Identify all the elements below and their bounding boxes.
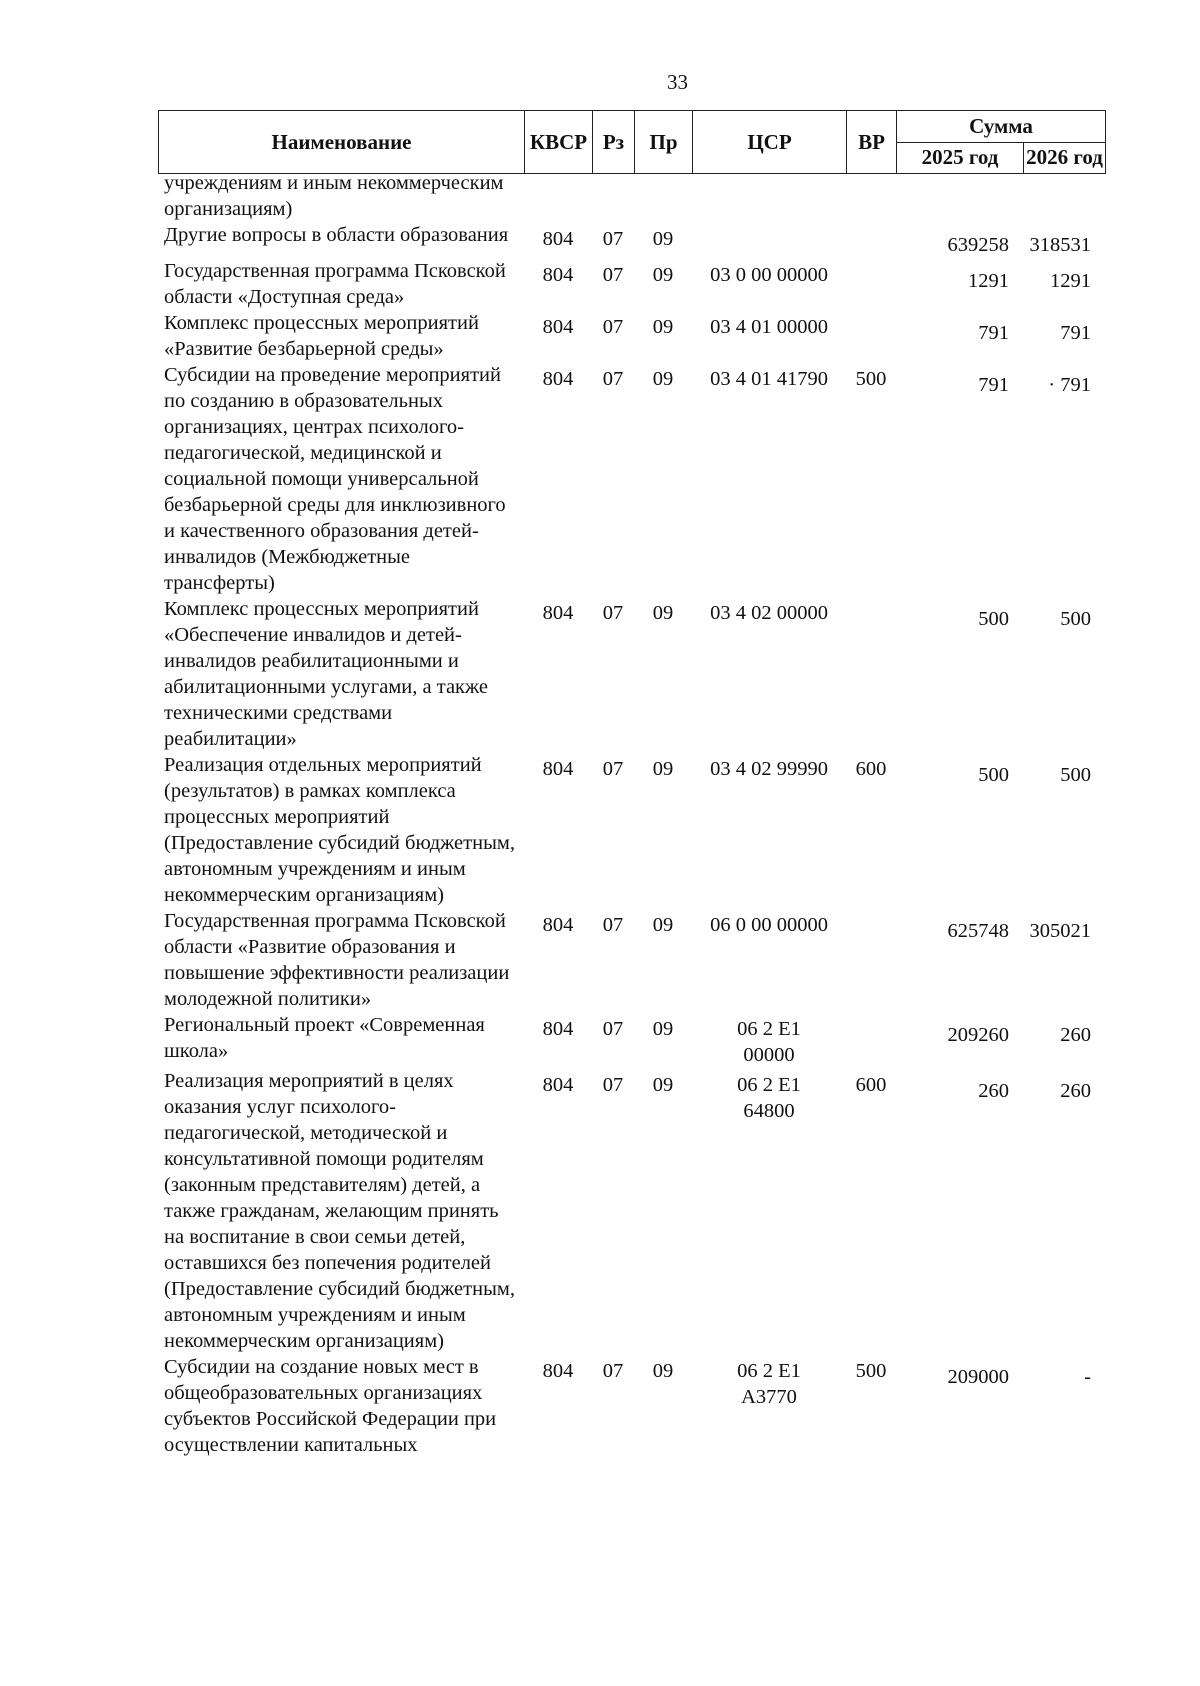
empty-cell xyxy=(592,170,634,222)
row-name: Субсидии на создание новых мест в общеобразовательных организациях субъектов Российской Федерации при осуществлении капитальных xyxy=(164,1356,497,1456)
table-row xyxy=(158,310,1105,362)
row-csr: 03 4 02 00000 xyxy=(710,602,828,624)
row-pr: 09 xyxy=(652,368,674,390)
row-vr: 500 xyxy=(855,1360,887,1382)
row-csr: 06 2 E1 00000 xyxy=(737,1018,801,1066)
header-kvsr: КВСР xyxy=(525,111,593,174)
row-vr xyxy=(846,222,896,258)
row-kvsr: 804 xyxy=(542,1074,574,1096)
row-vr xyxy=(846,1012,896,1068)
empty-cell xyxy=(692,170,846,222)
row-pr: 09 xyxy=(652,228,674,250)
row-amount-2025: 260 xyxy=(978,1080,1009,1102)
row-rz: 07 xyxy=(602,1360,624,1382)
header-sum: Сумма xyxy=(897,111,1106,143)
row-name: Региональный проект «Современная школа» xyxy=(164,1014,485,1062)
continuation-text: учреждениям и иным некоммерческим организациям) xyxy=(164,172,504,220)
row-kvsr: 804 xyxy=(542,1360,574,1382)
row-amount-2025: 209260 xyxy=(947,1024,1009,1046)
row-rz: 07 xyxy=(602,228,624,250)
row-amount-2026: · 791 xyxy=(1048,374,1091,396)
empty-cell xyxy=(634,170,692,222)
row-vr xyxy=(846,596,896,752)
row-amount-2026: 260 xyxy=(1060,1024,1091,1046)
row-rz: 07 xyxy=(602,316,624,338)
row-csr: 03 0 00 00000 xyxy=(710,264,828,286)
row-name: Государственная программа Псковской области «Доступная среда» xyxy=(164,260,506,308)
row-csr: 03 4 01 41790 xyxy=(710,368,828,390)
row-amount-2026: 260 xyxy=(1060,1080,1091,1102)
row-amount-2026: - xyxy=(1084,1366,1091,1388)
empty-cell xyxy=(846,170,896,222)
row-csr: 03 4 01 00000 xyxy=(710,316,828,338)
row-rz: 07 xyxy=(602,1018,624,1040)
row-vr xyxy=(846,908,896,1012)
row-name: Комплекс процессных мероприятий «Обеспечение инвалидов и детей-инвалидов реабилитационными и абилитационными услугами, а также техническими средствами реабилитации» xyxy=(164,598,488,750)
row-pr: 09 xyxy=(652,1360,674,1382)
row-pr: 09 xyxy=(652,1074,674,1096)
table-row xyxy=(158,362,1105,596)
row-rz: 07 xyxy=(602,758,624,780)
row-csr xyxy=(692,222,846,258)
row-vr: 600 xyxy=(855,758,887,780)
header-name: Наименование xyxy=(159,111,525,174)
row-csr: 06 2 E1 64800 xyxy=(737,1074,801,1122)
row-pr: 09 xyxy=(652,602,674,624)
row-vr: 600 xyxy=(855,1074,887,1096)
table-row xyxy=(158,1068,1105,1354)
row-csr: 06 2 E1 А3770 xyxy=(737,1360,801,1408)
row-rz: 07 xyxy=(602,602,624,624)
header-year-2025: 2025 год xyxy=(897,142,1024,174)
row-vr xyxy=(846,258,896,310)
row-csr: 06 0 00 00000 xyxy=(710,914,828,936)
row-amount-2025: 791 xyxy=(978,374,1009,396)
row-kvsr: 804 xyxy=(542,758,574,780)
row-amount-2025: 625748 xyxy=(947,920,1009,942)
row-amount-2025: 791 xyxy=(978,322,1009,344)
row-kvsr: 804 xyxy=(542,368,574,390)
row-kvsr: 804 xyxy=(542,264,574,286)
row-name: Государственная программа Псковской области «Развитие образования и повышение эффективности реализации молодежной политики» xyxy=(164,910,510,1010)
row-amount-2026: 305021 xyxy=(1029,920,1091,942)
row-kvsr: 804 xyxy=(542,1018,574,1040)
row-amount-2025: 500 xyxy=(978,764,1009,786)
row-kvsr: 804 xyxy=(542,316,574,338)
table-row xyxy=(158,1012,1105,1068)
table-row xyxy=(158,1354,1105,1458)
row-amount-2026: 500 xyxy=(1060,764,1091,786)
row-pr: 09 xyxy=(652,758,674,780)
row-pr: 09 xyxy=(652,914,674,936)
row-pr: 09 xyxy=(652,316,674,338)
empty-cell xyxy=(896,170,1023,222)
row-rz: 07 xyxy=(602,914,624,936)
row-name: Субсидии на проведение мероприятий по созданию в образовательных организациях, центрах психолого-педагогической, медицинской и социальной помощи универсальной безбарьерной среды для инклюзивного и качественного образования детей-инвалидов (Межбюджетные трансферты) xyxy=(164,364,506,594)
header-year-2026: 2026 год xyxy=(1024,142,1106,174)
row-pr: 09 xyxy=(652,1018,674,1040)
header-vr: ВР xyxy=(847,111,897,174)
table-row xyxy=(158,752,1105,908)
row-amount-2025: 209000 xyxy=(947,1366,1009,1388)
row-csr: 03 4 02 99990 xyxy=(710,758,828,780)
row-kvsr: 804 xyxy=(542,228,574,250)
row-kvsr: 804 xyxy=(542,602,574,624)
table-row xyxy=(158,258,1105,310)
row-amount-2025: 639258 xyxy=(947,234,1009,256)
row-name: Комплекс процессных мероприятий «Развитие безбарьерной среды» xyxy=(164,312,479,360)
row-vr: 500 xyxy=(855,368,887,390)
row-amount-2026: 318531 xyxy=(1029,234,1091,256)
row-name: Реализация отдельных мероприятий (результатов) в рамках комплекса процессных мероприятий (Предоставление субсидий бюджетным, автономным учреждениям и иным некоммерческим организациям) xyxy=(164,754,515,906)
row-kvsr: 804 xyxy=(542,914,574,936)
empty-cell xyxy=(1023,170,1105,222)
row-amount-2026: 1291 xyxy=(1050,270,1091,292)
row-amount-2026: 500 xyxy=(1060,608,1091,630)
table-row xyxy=(158,908,1105,1012)
table-header xyxy=(158,110,1106,174)
header-pr: Пр xyxy=(635,111,693,174)
page-number: 33 xyxy=(667,70,688,94)
header-csr: ЦСР xyxy=(693,111,847,174)
row-vr xyxy=(846,310,896,362)
budget-table xyxy=(158,170,1105,1458)
empty-cell xyxy=(524,170,592,222)
row-pr: 09 xyxy=(652,264,674,286)
row-name: Другие вопросы в области образования xyxy=(164,224,509,246)
row-amount-2026: 791 xyxy=(1060,322,1091,344)
header-rz: Рз xyxy=(593,111,635,174)
row-rz: 07 xyxy=(602,264,624,286)
row-rz: 07 xyxy=(602,1074,624,1096)
table-row xyxy=(158,596,1105,752)
continuation-row xyxy=(158,170,1105,222)
table-row xyxy=(158,222,1105,258)
row-rz: 07 xyxy=(602,368,624,390)
row-name: Реализация мероприятий в целях оказания услуг психолого-педагогической, методической и консультативной помощи родителям (законным представителям) детей, а также гражданам, желающим принять на воспитание в свои семьи детей, оставшихся без попечения родителей (Предоставление субсидий бюджетным, автономным учреждениям и иным некоммерческим организациям) xyxy=(164,1070,515,1352)
row-amount-2025: 1291 xyxy=(968,270,1009,292)
row-amount-2025: 500 xyxy=(978,608,1009,630)
